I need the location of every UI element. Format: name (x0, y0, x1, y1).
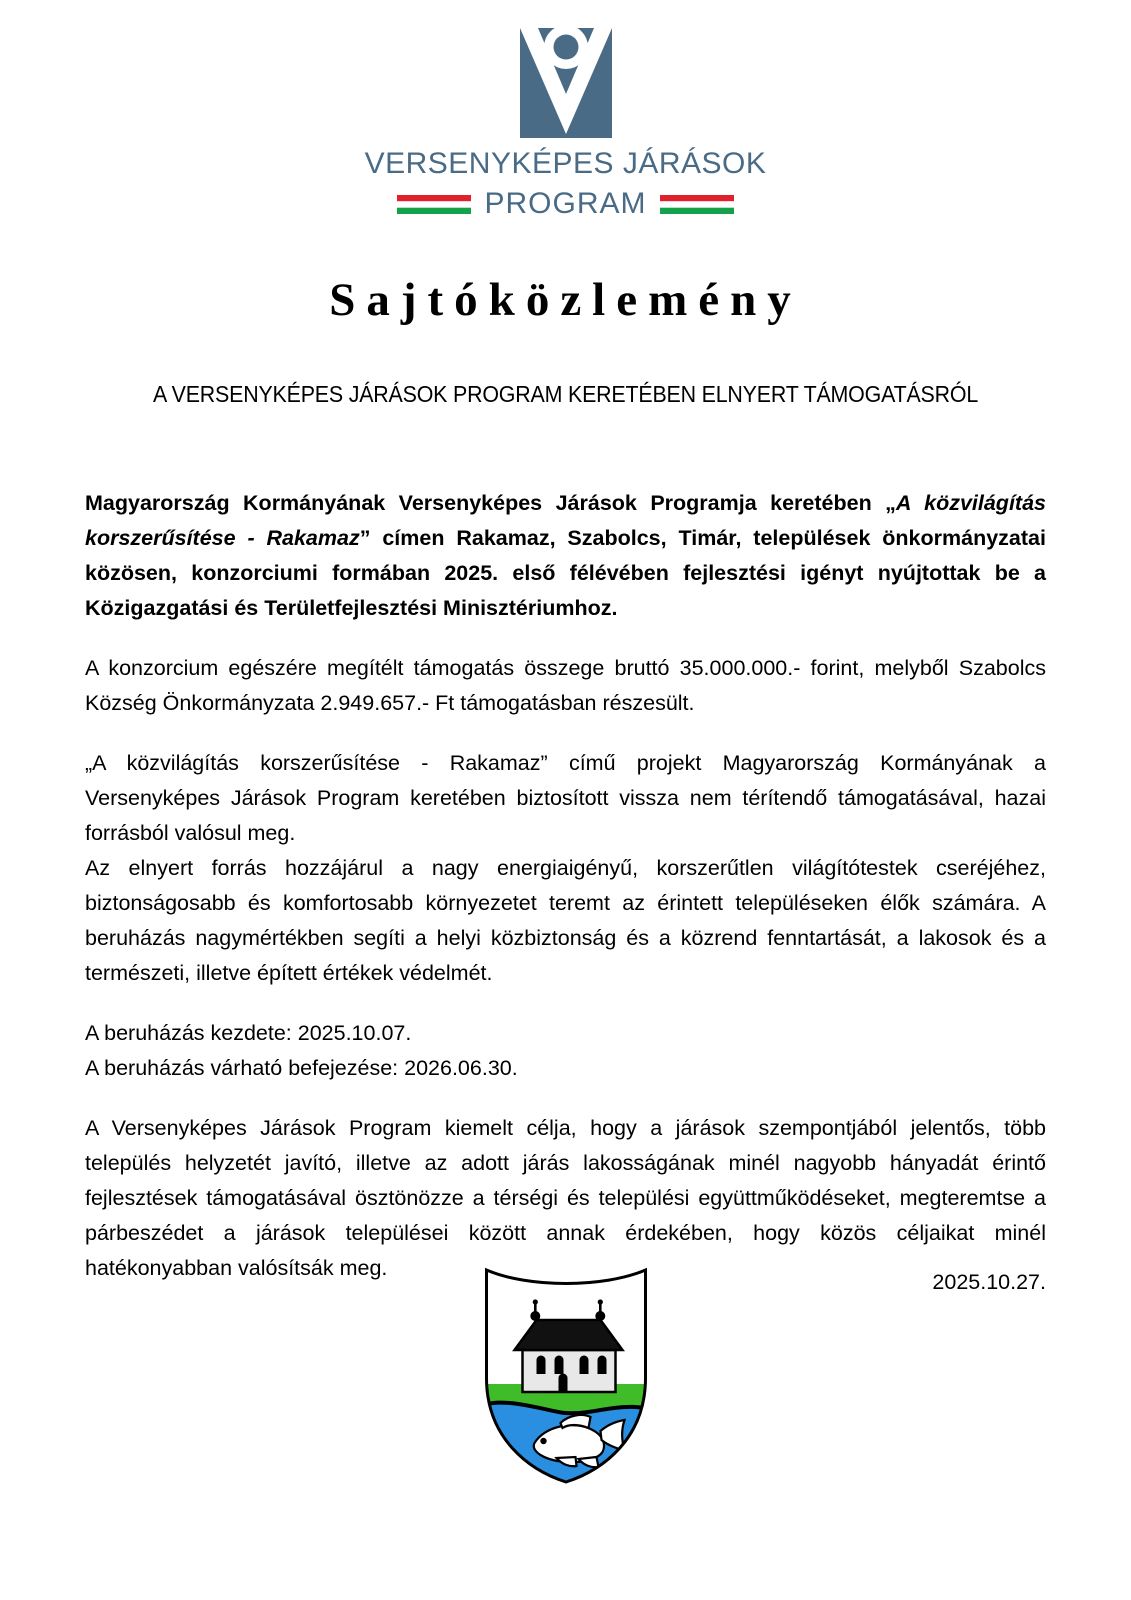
paragraph-funding: A konzorcium egészére megítélt támogatás összege bruttó 35.000.000.- forint, melyből Szabolcs Község Önkormányzata 2.949.657.- Ft támogatásban részesült. (85, 655, 1046, 715)
szabolcs-coat-of-arms-icon (478, 1258, 653, 1486)
page-title: Sajtóközlemény (329, 274, 802, 326)
versenykepes-jarasok-pin-logo-icon (506, 22, 626, 140)
paragraph-project-source: „A közvilágítás korszerűsítése - Rakamaz” című projekt Magyarország Kormányának a Versenyképes Járások Program keretében biztosított vissza nem térítendő támogatásával, hazai forrásból valósul meg. (85, 750, 1046, 845)
logo-wordmark-line1: VERSENYKÉPES JÁRÁSOK (364, 147, 767, 180)
press-release-body (85, 486, 1046, 1286)
coat-of-arms (478, 1258, 653, 1486)
paragraph-program-goal: A Versenyképes Járások Program kiemelt célja, hogy a járások szempontjából jelentős, több település helyzetét javító, illetve az adott járás lakosságának minél nagyobb hányadát érintő fejlesztések támogatásával ösztönözze a térségi és települési együttműködéseket, megteremtse a párbeszédet a járások települései között annak érdekében, hogy közös céljaikat minél hatékonyabban valósítsák meg. (85, 1115, 1046, 1280)
document-footer (85, 1258, 1046, 1558)
paragraph-start-date: A beruházás kezdete: 2025.10.07. (85, 1020, 412, 1045)
logo-wordmark-line2: PROGRAM (484, 187, 647, 220)
page-subtitle: A VERSENYKÉPES JÁRÁSOK PROGRAM KERETÉBEN ELNYERT TÁMOGATÁSRÓL (152, 380, 979, 407)
hungarian-flag-bar-left-icon (397, 195, 471, 214)
hungarian-flag-bar-right-icon (660, 195, 734, 214)
issue-date: 2025.10.27. (932, 1270, 1046, 1294)
paragraph-project-benefits: Az elnyert forrás hozzájárul a nagy energiaigényű, korszerűtlen világítótestek cseréjéhez, biztonságosabb és komfortosabb környezetet teremt az érintett településeken élők számára. A beruházás nagymértékben segíti a helyi közbiztonság és a közrend fenntartását, a lakosok és a természeti, illetve épített értékek védelmét. (85, 855, 1046, 985)
project-title-italic: A közvilágítás korszerűsítése - Rakamaz (85, 490, 1046, 550)
logo-program-row (397, 189, 733, 219)
lead-text-after-title: ” címen Rakamaz, Szabolcs, Timár, települések önkormányzatai közösen, konzorciumi formában 2025. első félévében fejlesztési igényt nyújtottak be a Közigazgatási és Területfejlesztési Minisztériumhoz. (85, 525, 1046, 620)
paragraph-lead (85, 486, 1046, 626)
lead-text-before-title: Magyarország Kormányának Versenyképes Járások Programja keretében „ (85, 490, 896, 515)
paragraph-end-date: A beruházás várható befejezése: 2026.06.30. (85, 1055, 518, 1080)
program-logo (85, 0, 1046, 219)
